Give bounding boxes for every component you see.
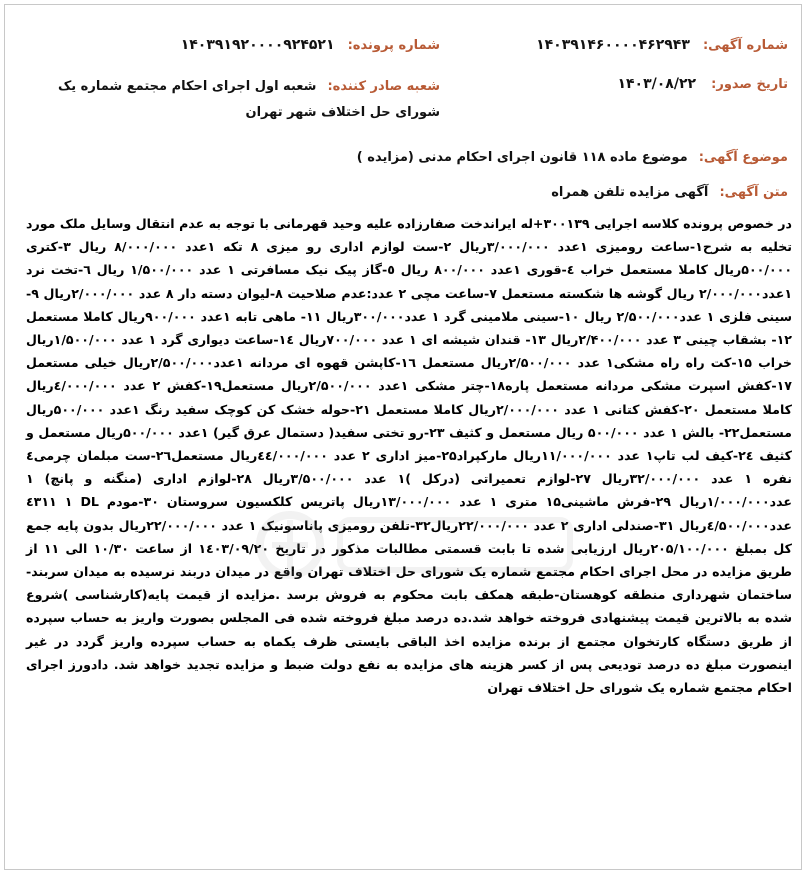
notice-text-label: متن آگهی: xyxy=(719,185,788,200)
notice-body: در خصوص پرونده کلاسه اجرایی ۳۰۰۱۳۹+له ایراندخت صفارزاده علیه وحید قهرمانی با توجه به عدم انتقال وسایل ملک مورد تخلیه به شرح۱-ساعت رومیزی ۱عدد ۳/۰۰۰/۰۰۰ریال ۲-ست لوازم اداری رو میزی ۸ تکه ۱عدد ۸/۰۰۰/۰۰۰ ریال ۳-کتری ۵۰۰/۰۰۰ریال کاملا مستعمل خراب ٤-قوری ۱عدد ۸۰۰/۰۰۰ ریال ٥-گاز پیک نیک مسافرتی ۱ عدد ۱/۵۰۰/۰۰۰ ریال ٦-تخت نرد ۱عدد۲/۰۰۰/۰۰۰ ریال گوشه ها شکسته مستعمل ۷-ساعت مچی ۲ عدد:عدم صلاحیت ۸-لیوان دسته دار ۸ عدد ۲/۰۰۰/۰۰۰ریال ۹-سینی فلزی ۱ عدد۲/۵۰۰/۰۰۰ ریال ۱۰-سینی ملامینی گرد ۱ عدد۳۰۰/۰۰۰ریال ۱۱- ماهی تابه ۱عدد ۹۰۰/۰۰۰ریال کاملا مستعمل ۱۲- بشقاب چینی ۳ عدد ۲/۴۰۰/۰۰۰ریال ۱۳- قندان شیشه ای ۱ عدد ۷۰۰/۰۰۰ریال ۱٤-ساعت دیواری گرد ۱ عدد ۱/۵۰۰/۰۰۰ریال خراب ۱۵-کت راه راه مشکی۱ عدد ۲/۵۰۰/۰۰۰ریال مستعمل ۱٦-کاپشن قهوه ای مردانه ۱عدد۲/۵۰۰/۰۰۰ریال خیلی مستعمل ۱۷-کفش اسپرت مشکی مردانه مستعمل پاره۱۸-چتر مشکی ۱عدد ۲/۵۰۰/۰۰۰ریال مستعمل۱۹-کفش ۲ عدد ٤/۰۰۰/۰۰۰ریال کاملا مستعمل ۲۰-کفش کتانی ۱ عدد ۲/۰۰۰/۰۰۰ریال کاملا مستعمل ۲۱-حوله خشک کن کوچک سفید رنگ ۱عدد ۵۰۰/۰۰۰ریال مستعمل۲۲- بالش ۱ عدد ۵۰۰/۰۰۰ ریال مستعمل و کثیف ۲۳-رو تختی سفید( دستمال عرق گیر) ۱عدد ۵۰۰/۰۰۰ریال مستعمل و کثیف ۲٤-کیف لب تاپ۱ عدد ۱۱/۰۰۰/۰۰۰ریال مارکپراد۲۵-میز اداری ۲ عدد ٤٤/۰۰۰/۰۰۰ریال مستعمل۲٦-ست مبلمان چرمی٤ نفره ۱ عدد ۳۲/۰۰۰/۰۰۰ریال ۲۷-لوازم تعمیراتی (درکل )۱ عدد ۳/۵۰۰/۰۰۰ریال ۲۸-لوازم اداری (منگنه و پانچ) ۱ عدد۱/۰۰۰/۰۰۰ریال ۲۹-فرش ماشینی۱۵ متری ۱ عدد ۱۳/۰۰۰/۰۰۰ریال پاتریس کلکسیون سروستان ۳۰-مودم DL ٤۳۱۱ ۱ عدد٤/۵۰۰/۰۰۰ریال ۳۱-صندلی اداری ۲ عدد ۲۲/۰۰۰/۰۰۰ریال۳۲-تلفن رومیزی پاناسونیک ۱ عدد ۲۲/۰۰۰/۰۰۰ریال بدون پایه جمع کل بمبلغ ۲۰۵/۱۰۰/۰۰۰ریال ارزیابی شده تا بابت قسمتی مطالبات مذکور در تاریخ ۱٤۰۳/۰۹/۲۰ از ساعت ۱۰/۳۰ الی ۱۱ از طریق مزایده در محل اجرای احکام مجتمع شماره یک شورای حل اختلاف تهران واقع در میدان دربند نرسیده به میدان سربند-ساختمان شهرداری منطقه کوهستان-طبقه همکف بابت محکوم به فروش برسد .مزایده از قیمت پایه(کارشناسی )شروع شده به بالاترین قیمت پیشنهادی فروخته خواهد شد.ده درصد مبلغ فروخته شده فی المجلس بصورت واریز به حساب سپرده از طریق دستگاه کارتخوان مجتمع از برنده مزایده اخذ الباقی بایستی ظرف یکماه به حساب سپرده واریز گردد در غیر اینصورت مبلغ ده درصد تودیعی پس از کسر هزینه های مزایده به نفع دولت ضبط و مزایده تجدید خواهد شد. دادورز اجرای احکام مجتمع شماره یک شورای حل اختلاف تهران xyxy=(26,216,793,696)
subject-field xyxy=(357,146,788,165)
notice-text-heading-field xyxy=(551,181,788,200)
notice-number-value: ۱۴۰۳۹۱۴۶۰۰۰۰۴۶۲۹۴۳ xyxy=(536,37,690,53)
issuer-value: شعبه اول اجرای احکام مجتمع شماره یک شورای حل اختلاف شهر تهران xyxy=(57,79,440,120)
case-number-value: ۱۴۰۳۹۱۹۲۰۰۰۰۹۲۴۵۲۱ xyxy=(180,37,335,53)
case-number-label: شماره پرونده: xyxy=(347,38,440,53)
subject-label: موضوع آگهی: xyxy=(698,150,788,165)
issuer-label: شعبه صادر کننده: xyxy=(327,79,440,94)
subject-value: موضوع ماده ۱۱۸ قانون اجرای احکام مدنی (مزایده ) xyxy=(356,150,688,165)
notice-number-field xyxy=(536,34,788,53)
issue-date-field xyxy=(617,73,788,92)
case-number-field xyxy=(181,34,440,53)
issuer-field xyxy=(40,73,440,125)
issue-date-value: ۱۴۰۳/۰۸/۲۲ xyxy=(617,76,697,92)
issue-date-label: تاریخ صدور: xyxy=(711,77,788,92)
notice-text-heading: آگهی مزایده تلفن همراه xyxy=(551,185,709,200)
notice-number-label: شماره آگهی: xyxy=(702,38,788,53)
